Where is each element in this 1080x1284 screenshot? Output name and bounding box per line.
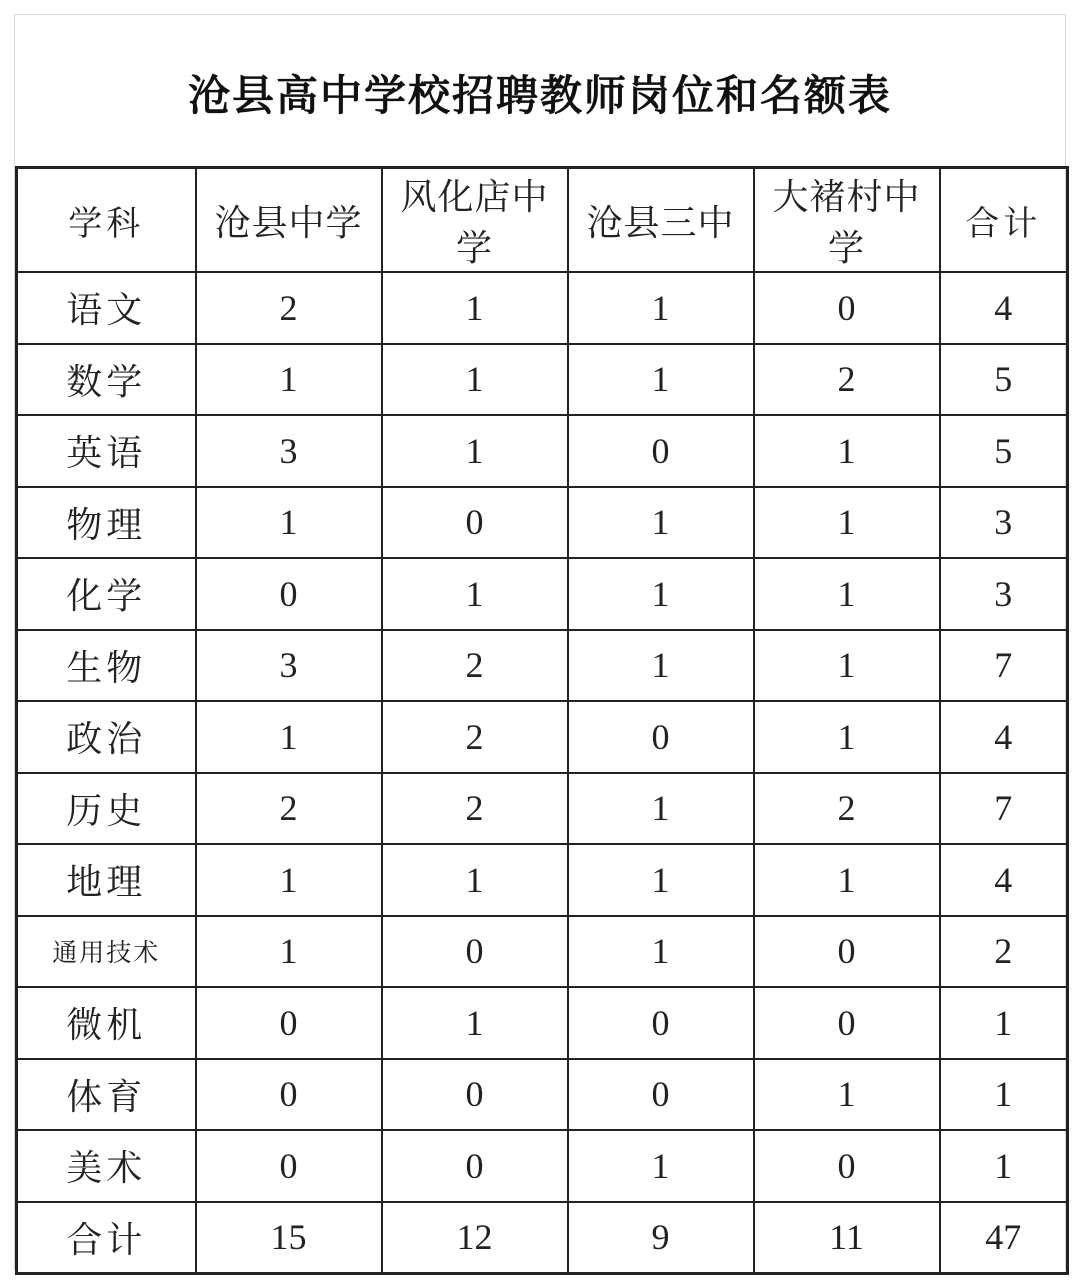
count-cell-fenghuadian: 0: [382, 1130, 568, 1202]
count-cell-cangxian: 0: [196, 1130, 382, 1202]
count-cell-fenghuadian: 1: [382, 844, 568, 916]
count-cell-fenghuadian: 2: [382, 630, 568, 702]
count-cell-cangxian: 0: [196, 987, 382, 1059]
count-cell-cangxian-3: 1: [568, 844, 754, 916]
header-school-dachucun: 大褚村中学: [754, 168, 940, 273]
count-cell-dachucun: 11: [754, 1202, 940, 1274]
table-row: [17, 487, 1068, 559]
header-total: 合计: [940, 168, 1068, 273]
count-cell-dachucun: 1: [754, 415, 940, 487]
count-cell-cangxian: 15: [196, 1202, 382, 1274]
count-cell-cangxian: 0: [196, 558, 382, 630]
count-cell-dachucun: 2: [754, 344, 940, 416]
count-cell-cangxian-3: 1: [568, 773, 754, 845]
count-cell-cangxian-3: 9: [568, 1202, 754, 1274]
subject-cell: 政治: [17, 701, 196, 773]
count-cell-fenghuadian: 1: [382, 558, 568, 630]
count-cell-cangxian: 3: [196, 415, 382, 487]
count-cell-total: 4: [940, 844, 1068, 916]
table-row: [17, 1059, 1068, 1131]
table-row: [17, 344, 1068, 416]
subject-cell: 体育: [17, 1059, 196, 1131]
count-cell-dachucun: 0: [754, 916, 940, 988]
count-cell-cangxian: 0: [196, 1059, 382, 1131]
table-row: [17, 844, 1068, 916]
subject-cell: 地理: [17, 844, 196, 916]
count-cell-cangxian: 1: [196, 701, 382, 773]
count-cell-fenghuadian: 1: [382, 415, 568, 487]
count-cell-total: 5: [940, 415, 1068, 487]
count-cell-total: 1: [940, 987, 1068, 1059]
count-cell-fenghuadian: 1: [382, 272, 568, 344]
count-cell-total: 4: [940, 701, 1068, 773]
count-cell-dachucun: 0: [754, 987, 940, 1059]
count-cell-cangxian-3: 1: [568, 1130, 754, 1202]
count-cell-fenghuadian: 0: [382, 916, 568, 988]
subject-cell: 语文: [17, 272, 196, 344]
count-cell-total: 4: [940, 272, 1068, 344]
subject-cell: 物理: [17, 487, 196, 559]
count-cell-total: 3: [940, 487, 1068, 559]
count-cell-cangxian-3: 1: [568, 558, 754, 630]
count-cell-cangxian: 1: [196, 844, 382, 916]
count-cell-total: 1: [940, 1059, 1068, 1131]
table-row: [17, 773, 1068, 845]
count-cell-dachucun: 1: [754, 844, 940, 916]
count-cell-dachucun: 1: [754, 558, 940, 630]
subject-cell: 通用技术: [17, 916, 196, 988]
document-sheet: [14, 14, 1066, 1270]
table-row: [17, 701, 1068, 773]
count-cell-fenghuadian: 12: [382, 1202, 568, 1274]
subject-cell: 历史: [17, 773, 196, 845]
count-cell-cangxian: 1: [196, 487, 382, 559]
count-cell-fenghuadian: 2: [382, 701, 568, 773]
count-cell-dachucun: 1: [754, 630, 940, 702]
subject-cell: 数学: [17, 344, 196, 416]
subject-cell: 生物: [17, 630, 196, 702]
count-cell-dachucun: 1: [754, 701, 940, 773]
count-cell-cangxian-3: 1: [568, 272, 754, 344]
count-cell-total: 1: [940, 1130, 1068, 1202]
count-cell-cangxian-3: 1: [568, 630, 754, 702]
count-cell-total: 7: [940, 630, 1068, 702]
count-cell-fenghuadian: 0: [382, 1059, 568, 1131]
count-cell-cangxian-3: 0: [568, 1059, 754, 1131]
count-cell-cangxian: 2: [196, 773, 382, 845]
count-cell-fenghuadian: 2: [382, 773, 568, 845]
subject-cell: 英语: [17, 415, 196, 487]
header-school-fenghuadian: 风化店中学: [382, 168, 568, 273]
count-cell-total: 7: [940, 773, 1068, 845]
table-row: [17, 916, 1068, 988]
subject-cell: 美术: [17, 1130, 196, 1202]
table-row: [17, 1130, 1068, 1202]
count-cell-fenghuadian: 1: [382, 344, 568, 416]
count-cell-cangxian: 3: [196, 630, 382, 702]
subject-cell: 化学: [17, 558, 196, 630]
count-cell-fenghuadian: 1: [382, 987, 568, 1059]
title-box: [15, 15, 1065, 166]
table-row: [17, 558, 1068, 630]
count-cell-cangxian-3: 0: [568, 415, 754, 487]
count-cell-total: 5: [940, 344, 1068, 416]
table-row: [17, 272, 1068, 344]
count-cell-total: 3: [940, 558, 1068, 630]
table-row: [17, 415, 1068, 487]
count-cell-cangxian-3: 0: [568, 987, 754, 1059]
count-cell-total: 47: [940, 1202, 1068, 1274]
header-row: [17, 168, 1068, 273]
table-row: [17, 987, 1068, 1059]
total-row: [17, 1202, 1068, 1274]
header-subject: 学科: [17, 168, 196, 273]
count-cell-cangxian-3: 0: [568, 701, 754, 773]
table-body: [17, 168, 1068, 1274]
count-cell-cangxian-3: 1: [568, 916, 754, 988]
count-cell-fenghuadian: 0: [382, 487, 568, 559]
count-cell-cangxian-3: 1: [568, 344, 754, 416]
header-school-cangxian-3: 沧县三中: [568, 168, 754, 273]
count-cell-cangxian: 1: [196, 916, 382, 988]
count-cell-cangxian-3: 1: [568, 487, 754, 559]
count-cell-dachucun: 1: [754, 487, 940, 559]
count-cell-dachucun: 1: [754, 1059, 940, 1131]
count-cell-dachucun: 2: [754, 773, 940, 845]
count-cell-cangxian: 2: [196, 272, 382, 344]
count-cell-dachucun: 0: [754, 272, 940, 344]
header-school-cangxian: 沧县中学: [196, 168, 382, 273]
recruitment-table: [15, 166, 1069, 1275]
table-row: [17, 630, 1068, 702]
subject-cell: 合计: [17, 1202, 196, 1274]
subject-cell: 微机: [17, 987, 196, 1059]
count-cell-total: 2: [940, 916, 1068, 988]
count-cell-cangxian: 1: [196, 344, 382, 416]
page-title: 沧县高中学校招聘教师岗位和名额表: [187, 70, 892, 120]
count-cell-dachucun: 0: [754, 1130, 940, 1202]
